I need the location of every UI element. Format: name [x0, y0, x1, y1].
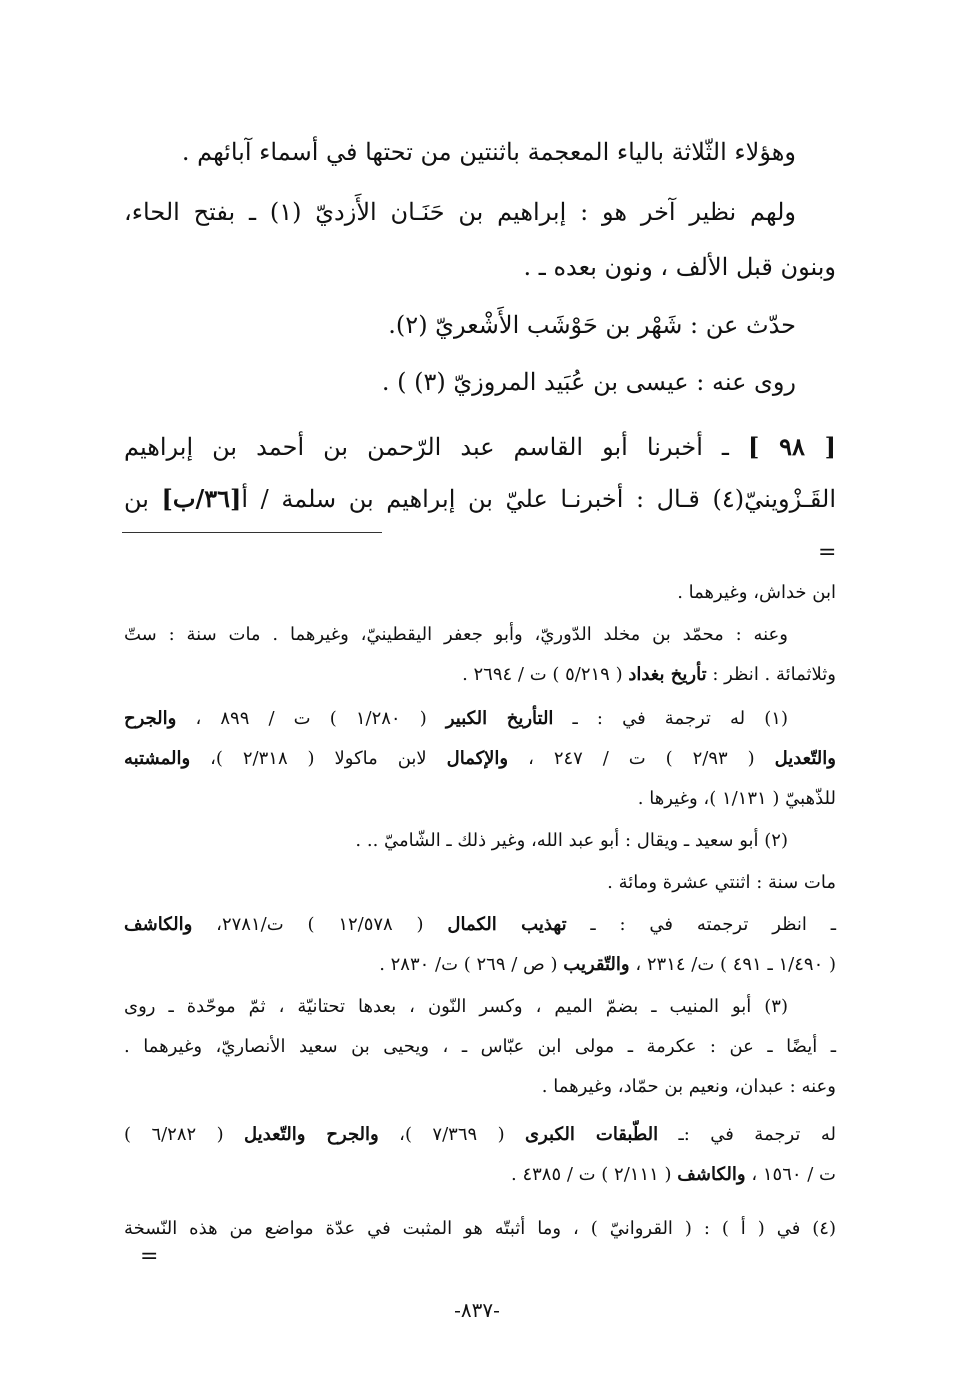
- end-continuation-marker: =: [140, 1244, 159, 1269]
- fn2-book-3: والتّقريب: [563, 954, 630, 975]
- footnote-4-line-1: (٤) في ( أ ) : ( القروانيّ ) ، وما أثبتّه هو المثبت في عدّة مواضع من هذه النّسخة: [124, 1218, 836, 1239]
- fn0-ref-detail: ( ٥/٢١٩ ) ت / ٢٦٩٤ .: [462, 664, 623, 685]
- fn1-ref-2: ( ٢/٩٣ ) ت / ٢٤٧ ،: [528, 748, 755, 769]
- main-line-1: وهؤلاء الثّلاثة بالياء المعجمة باثنتين من تحتها في أسماء آبائهم .: [181, 138, 796, 166]
- main-line-5: روى عنه : عيسى بن عُبَيد المروزيّ (٣) ) .: [381, 368, 796, 396]
- fn2-ref-1: ( ١٢/٥٧٨ ) ت/٢٧٨١،: [216, 914, 424, 935]
- fn1-book-1: التأريخ الكبير: [445, 708, 554, 729]
- footnote-2-line-3: [124, 914, 836, 935]
- fn1-ref-1: ( ١/٢٨٠ ) ت / ٨٩٩ ،: [195, 708, 427, 729]
- fn1-book-3: والإكمال: [446, 748, 509, 769]
- fn3-ref-1: ( ٧/٣٦٩ )،: [399, 1124, 505, 1145]
- fn1-ref-3: لابن ماكولا ( ٢/٣١٨ )،: [210, 748, 427, 769]
- footnote-3-line-5: [124, 1164, 836, 1185]
- main-line-7-end: بن: [124, 485, 149, 513]
- footnote-continuation-line-2: وعنه : محمّد بن مخلد الدّوريّ، وأبو جعفر اليقطينيّ، وغيرهما . مات سنة : ستّ: [124, 624, 788, 645]
- footnote-3-line-3: وعنه : عبدان، ونعيم بن حمّاد، وغيرهما .: [541, 1076, 836, 1097]
- main-line-4: حدّث عن : شَهْر بن حَوْشَب الأَشْعريّ (٢).: [388, 311, 796, 339]
- footnote-2-line-1: (٢) أبو سعيد ـ ويقال : أبو عبد الله، وغير ذلك ـ الشّاميّ .. .: [355, 830, 788, 851]
- fn1-book-4: والمشتبه: [124, 748, 191, 769]
- fn0-ref-intro: وثلاثمائة . انظر :: [712, 664, 836, 685]
- fn1-intro: (١) له ترجمة في : ـ: [572, 708, 788, 729]
- fn3-ref-4: ( ٢/١١١ ) ت / ٤٣٨٥ .: [511, 1164, 672, 1185]
- fn2-book-2: والكاشف: [124, 914, 193, 935]
- main-line-2: ولهم نظير آخر هو : إبراهيم بن حَنَـان الأَزديّ (١) ـ بفتح الحاء،: [124, 198, 796, 226]
- footnote-continuation-line-3: [124, 664, 836, 685]
- continuation-marker: =: [818, 540, 837, 565]
- footnote-3-line-4: [124, 1124, 836, 1145]
- main-line-7-text: القَـزْوينيّ(٤) قـال : أخبرنـا عليّ بن إبراهيم بن سلمة / أ: [241, 485, 836, 513]
- fn3-book-3: والكاشف: [677, 1164, 746, 1185]
- footnote-3-line-2: ـ أيضًا ـ عن : عكرمة ـ مولى ابن عبّاس ـ ، ويحيى بن سعيد الأنصاريّ، وغيرهما .: [124, 1036, 836, 1057]
- fn3-ref-3: ت / ١٥٦٠ ،: [751, 1164, 836, 1185]
- footnote-2-line-4: [124, 954, 836, 975]
- fn2-book-1: تهذيب الكمال: [447, 914, 567, 935]
- footnote-separator: [122, 532, 382, 533]
- main-line-3: وبنون قبل الألف ، ونون بعده ـ .: [523, 253, 836, 281]
- main-line-7: [124, 484, 836, 513]
- fn2-ref-2: ( ١/٤٩٠ ـ ٤٩١ ) ت/ ٢٣١٤ ،: [635, 954, 836, 975]
- fn0-book-title: تأريخ بغداد: [628, 664, 707, 685]
- footnote-continuation-line-1: ابن خداش، وغيرهما .: [677, 582, 836, 603]
- main-line-6-text: ـ أخبرنا أبو القاسم عبد الرّحمن بن أحمد بن إبراهيم: [124, 433, 729, 461]
- fn1-book-2b: والتّعديل: [774, 748, 836, 769]
- page-number: -٨٣٧-: [454, 1298, 500, 1322]
- fn1-book-2a: والجرح: [124, 708, 177, 729]
- hadith-number: [ ٩٨ ]: [747, 432, 836, 461]
- main-line-6: [124, 432, 836, 461]
- fn3-ref-2: ( ٦/٢٨٢ ): [124, 1124, 224, 1145]
- footnote-1-line-3: للذّهبيّ ( ١/١٣١ )، وغيرها .: [637, 788, 836, 809]
- footnote-1-line-2: [124, 748, 836, 769]
- fn2-ref-3: ( ص / ٢٦٩ ) ت/ ٢٨٣٠ .: [379, 954, 558, 975]
- fn3-book-1: الطّبقات الكبرى: [525, 1124, 659, 1145]
- footnote-3-line-1: (٣) أبو المنيب ـ بضمّ الميم ، وكسر النّون ، بعدها تحتانيّة ، ثمّ موحّدة ـ روى: [124, 996, 788, 1017]
- fn2-intro: ـ انظر ترجمته في : ـ: [590, 914, 836, 935]
- fn3-intro: له ترجمة في :ـ: [678, 1124, 836, 1145]
- footnote-2-line-2: مات سنة : اثنتي عشرة ومائة .: [607, 872, 836, 893]
- folio-marker: [٣٦/ب]: [161, 484, 242, 513]
- footnote-1-line-1: [124, 708, 836, 729]
- fn3-book-2: والجرح والتّعديل: [244, 1124, 379, 1145]
